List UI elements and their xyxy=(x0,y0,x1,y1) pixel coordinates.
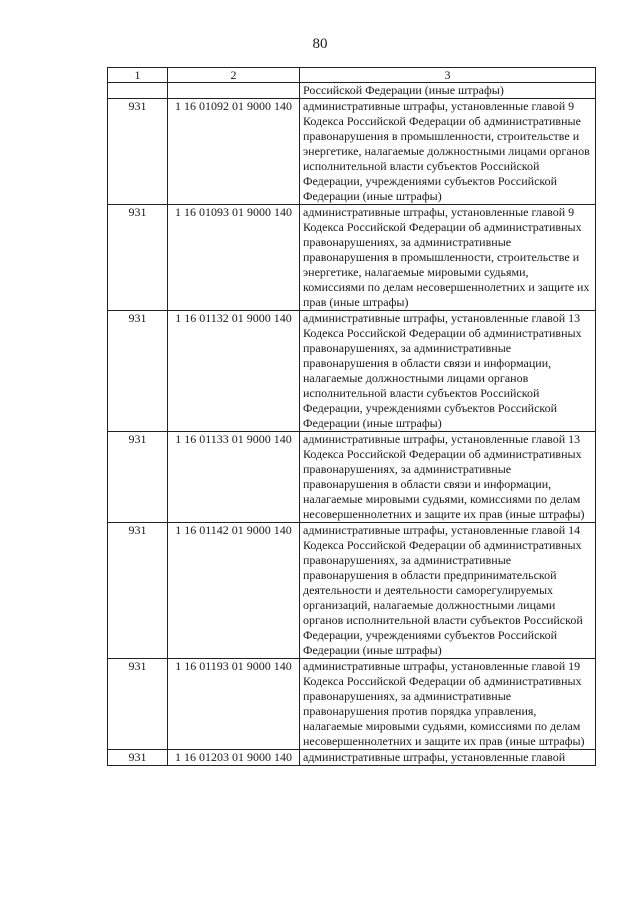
table-row xyxy=(108,659,596,750)
table-row xyxy=(108,205,596,311)
kbk-code: 1 16 01203 01 9000 140 xyxy=(168,750,300,766)
row-description: административные штрафы, установленные главой 19 Кодекса Российской Федерации об административных правонарушениях, за административные правонарушения против порядка управления, налагаемые мировыми судьями, комиссиями по делам несовершеннолетних и защите их прав (иные штрафы) xyxy=(300,659,596,750)
header-col-3: 3 xyxy=(300,68,596,83)
kbk-code: 1 16 01093 01 9000 140 xyxy=(168,205,300,311)
admin-code: 931 xyxy=(108,432,168,523)
kbk-code: 1 16 01133 01 9000 140 xyxy=(168,432,300,523)
margin-scan-mark xyxy=(630,700,638,900)
kbk-code: 1 16 01092 01 9000 140 xyxy=(168,99,300,205)
admin-code: 931 xyxy=(108,523,168,659)
header-col-1: 1 xyxy=(108,68,168,83)
row-description: административные штрафы, установленные главой 14 Кодекса Российской Федерации об административных правонарушениях, за административные правонарушения в области предпринимательской деятельности и деятельности саморегулируемых организаций, налагаемые должностными лицами органов исполнительной власти субъектов Российской Федерации, учреждениями субъектов Российской Федерации (иные штрафы) xyxy=(300,523,596,659)
table-row xyxy=(108,523,596,659)
row-description: административные штрафы, установленные главой 13 Кодекса Российской Федерации об административных правонарушениях, за административные правонарушения в области связи и информации, налагаемые должностными лицами органов исполнительной власти субъектов Российской Федерации, учреждениями субъектов Российской Федерации (иные штрафы) xyxy=(300,311,596,432)
continuation-row xyxy=(108,83,596,99)
kbk-code: 1 16 01132 01 9000 140 xyxy=(168,311,300,432)
revenue-codes-table xyxy=(107,67,596,766)
kbk-code: 1 16 01142 01 9000 140 xyxy=(168,523,300,659)
page-number: 80 xyxy=(312,36,328,52)
table-row xyxy=(108,311,596,432)
table-row xyxy=(108,432,596,523)
admin-code: 931 xyxy=(108,659,168,750)
row-description: административные штрафы, установленные главой xyxy=(300,750,596,766)
table-row xyxy=(108,99,596,205)
row-description: административные штрафы, установленные главой 13 Кодекса Российской Федерации об административных правонарушениях, за административные правонарушения в области связи и информации, налагаемые мировыми судьями, комиссиями по делам несовершеннолетних и защите их прав (иные штрафы) xyxy=(300,432,596,523)
row-description: административные штрафы, установленные главой 9 Кодекса Российской Федерации об административные правонарушения в промышленности, строительстве и энергетике, налагаемые должностными лицами органов исполнительной власти субъектов Российской Федерации, учреждениями субъектов Российской Федерации (иные штрафы) xyxy=(300,99,596,205)
header-col-2: 2 xyxy=(168,68,300,83)
admin-code: 931 xyxy=(108,99,168,205)
kbk-code: 1 16 01193 01 9000 140 xyxy=(168,659,300,750)
row-description: административные штрафы, установленные главой 9 Кодекса Российской Федерации об административных правонарушениях, за административные правонарушения в промышленности, строительстве и энергетике, налагаемые мировыми судьями, комиссиями по делам несовершеннолетних и защите их прав (иные штрафы) xyxy=(300,205,596,311)
table-header-row xyxy=(108,68,596,83)
admin-code: 931 xyxy=(108,205,168,311)
admin-code: 931 xyxy=(108,750,168,766)
admin-code: 931 xyxy=(108,311,168,432)
table-row xyxy=(108,750,596,766)
continuation-text: Российской Федерации (иные штрафы) xyxy=(300,83,596,99)
